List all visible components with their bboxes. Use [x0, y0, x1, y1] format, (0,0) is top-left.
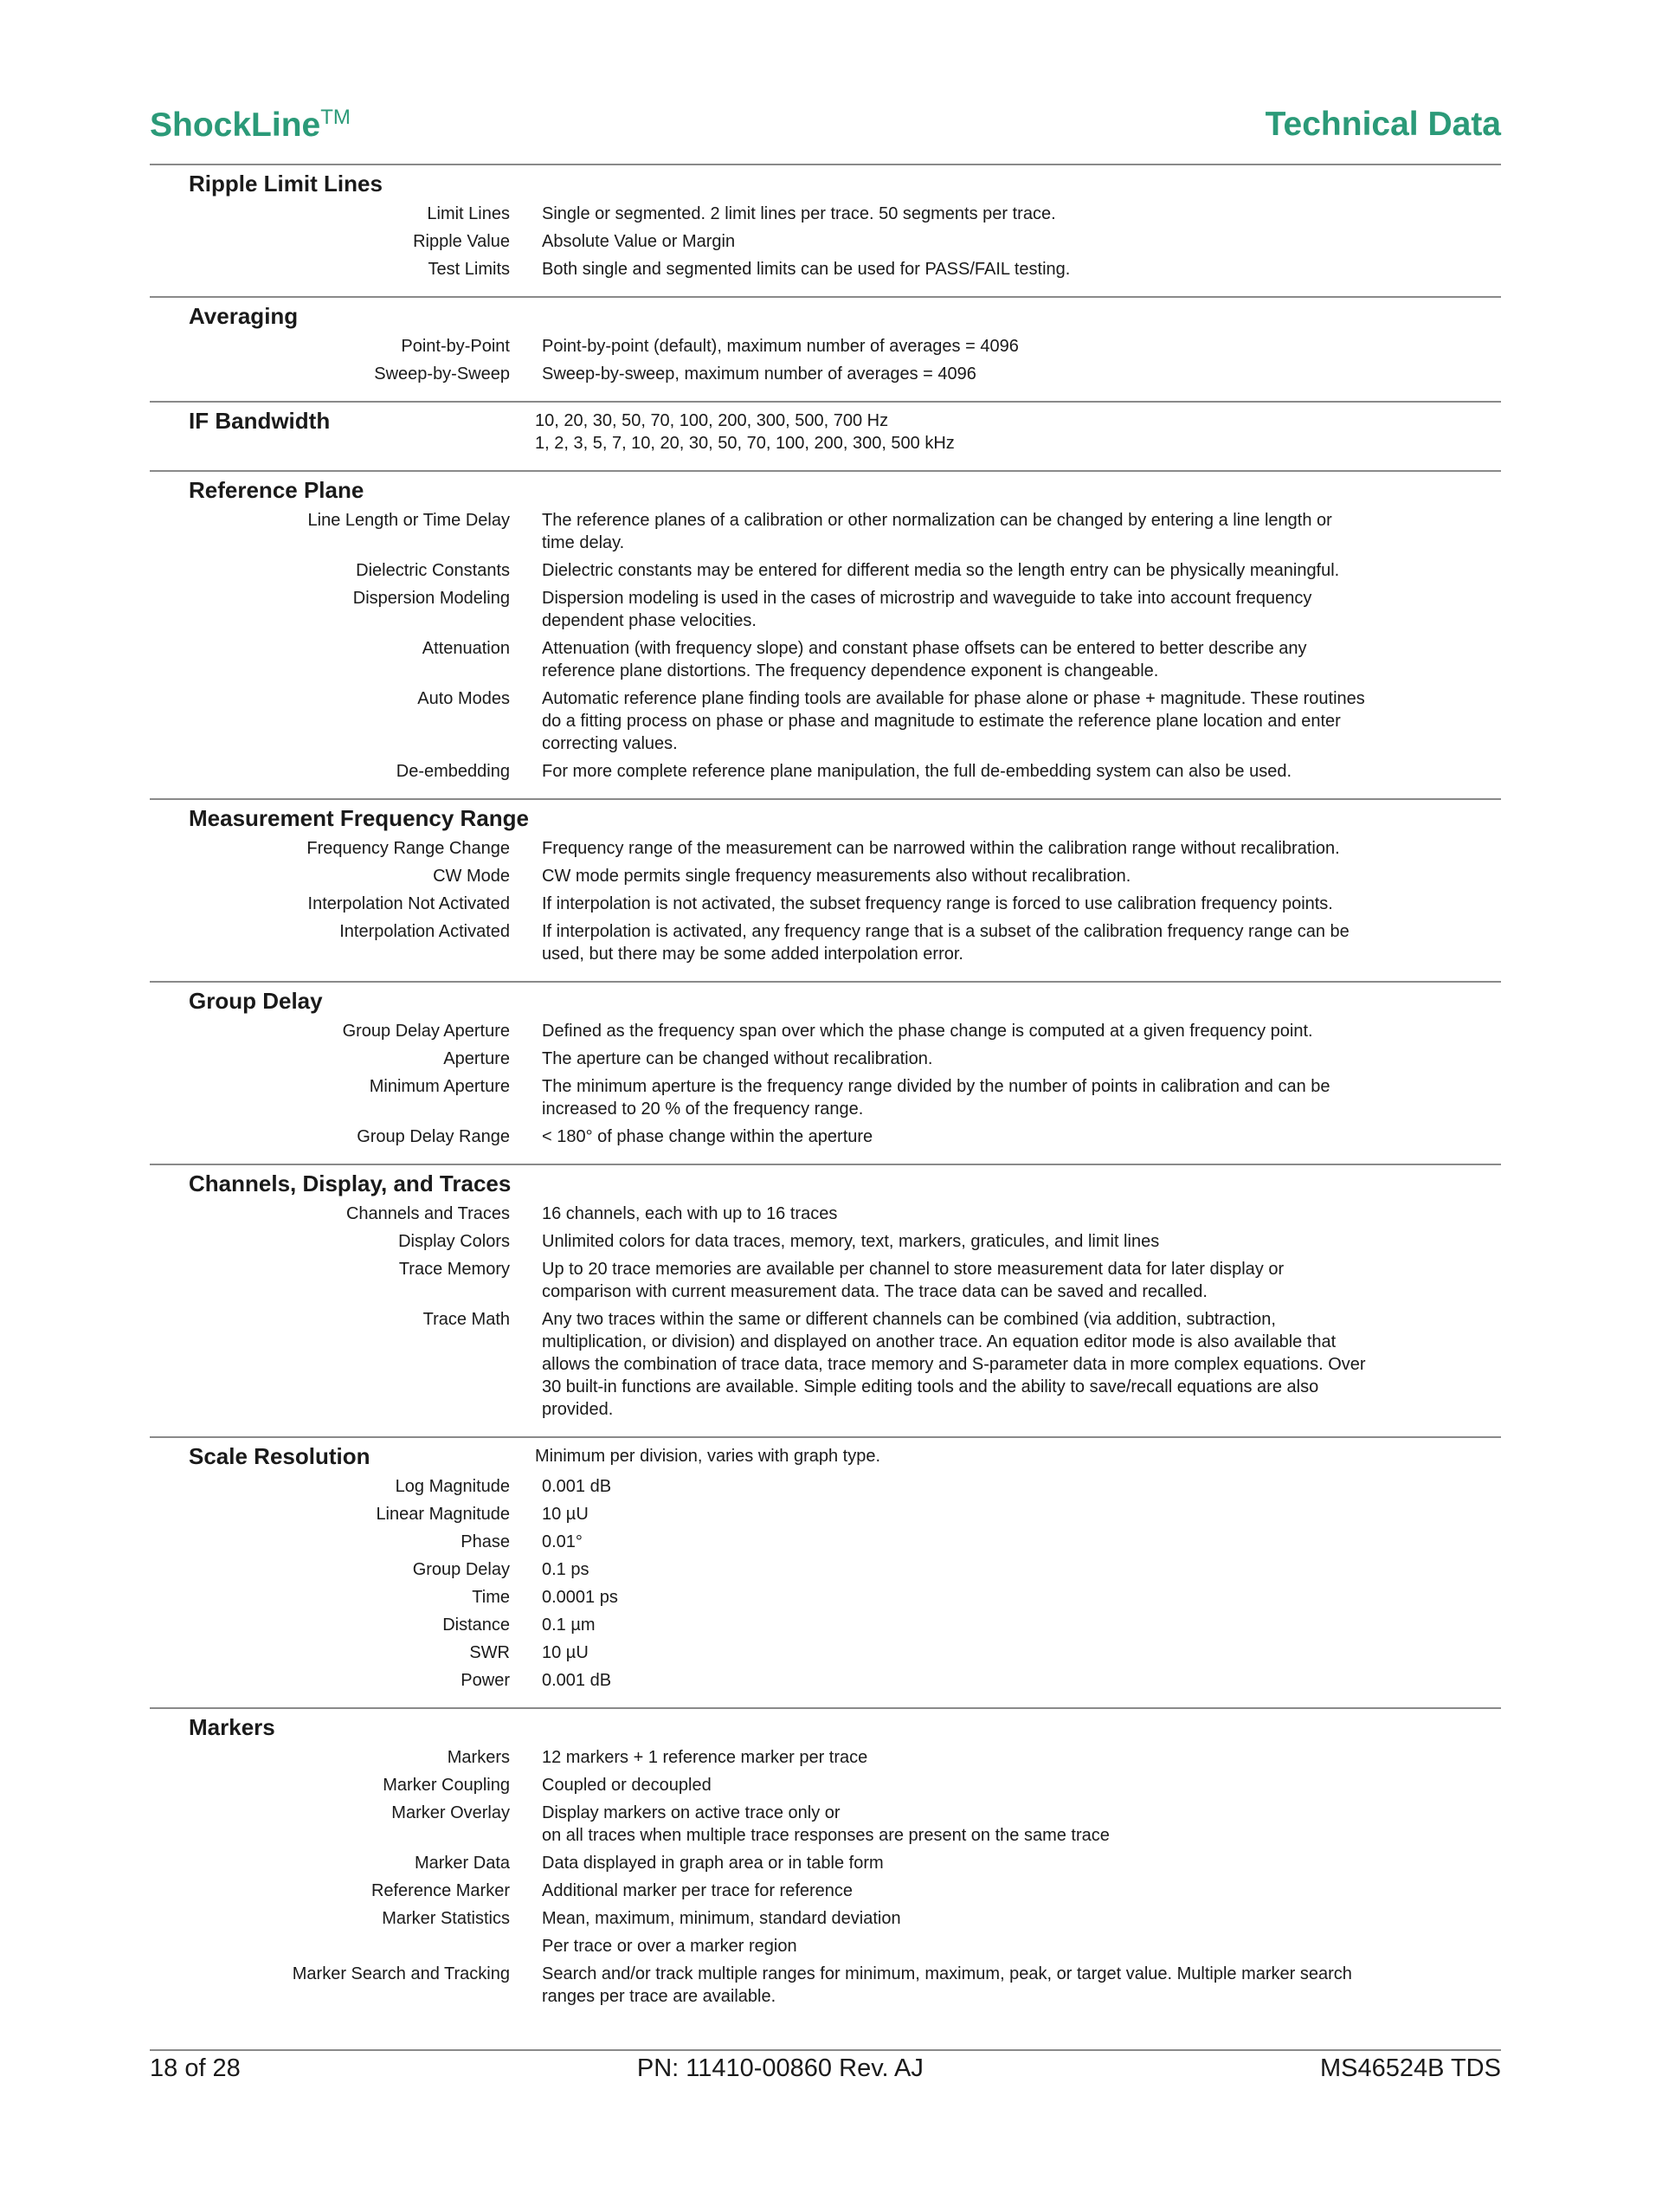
- value-line: Defined as the frequency span over which the phase change is computed at a given frequency point.: [542, 1022, 1313, 1041]
- spec-value: [542, 1230, 1159, 1253]
- spec-label: Point-by-Point: [401, 337, 510, 356]
- spec-label: Channels and Traces: [345, 1204, 510, 1223]
- spec-row: [150, 1641, 1501, 1664]
- spec-value: [542, 335, 1019, 358]
- spec-label: Power: [461, 1671, 510, 1690]
- value-line: 30 built-in functions are available. Simple editing tools and the ability to save/recall equations are also: [542, 1377, 1319, 1396]
- spec-label: Interpolation Not Activated: [307, 894, 510, 913]
- spec-value: [542, 559, 1339, 582]
- section-title: Reference Plane: [189, 477, 364, 503]
- value-line: comparison with current measurement data. The trace data can be saved and recalled.: [542, 1282, 1208, 1301]
- spec-label: Reference Marker: [370, 1881, 510, 1900]
- spec-value: [542, 363, 976, 385]
- spec-row: [150, 1907, 1501, 1930]
- spec-row: [150, 1880, 1501, 1902]
- spec-label: Test Limits: [428, 260, 510, 279]
- spec-row: [150, 865, 1501, 887]
- value-line: Per trace or over a marker region: [542, 1937, 797, 1956]
- value-line: Dielectric constants may be entered for different media so the length entry can be physically meaningful.: [542, 561, 1340, 580]
- spec-label: Group Delay: [412, 1560, 510, 1579]
- value-line: 0.001 dB: [542, 1477, 612, 1496]
- spec-row: [150, 1308, 1501, 1421]
- footer: [150, 2049, 1501, 2083]
- value-line: Additional marker per trace for reference: [542, 1881, 854, 1900]
- section-title: Measurement Frequency Range: [189, 805, 530, 831]
- value-line: 10 µU: [542, 1505, 589, 1524]
- spec-row: [150, 920, 1501, 965]
- spec-row: [150, 1669, 1501, 1692]
- value-line: Data displayed in graph area or in table form: [542, 1854, 884, 1873]
- page-title: Technical Data: [1265, 106, 1501, 143]
- spec-row: [150, 587, 1501, 632]
- spec-row: [150, 258, 1501, 281]
- spec-label: Display Colors: [398, 1232, 510, 1251]
- spec-label: Ripple Value: [413, 232, 510, 251]
- value-line: 10 µU: [542, 1643, 589, 1662]
- value-line: Sweep-by-sweep, maximum number of averages = 4096: [542, 364, 976, 384]
- section-summary: [535, 1442, 880, 1467]
- section-title: Averaging: [189, 303, 299, 329]
- value-line: If interpolation is not activated, the subset frequency range is forced to use calibration frequency points.: [542, 894, 1333, 913]
- section-header: [150, 987, 1501, 1015]
- spec-label: Distance: [442, 1615, 510, 1635]
- summary-line: 1, 2, 3, 5, 7, 10, 20, 30, 50, 70, 100, 200, 300, 500 kHz: [535, 434, 955, 453]
- spec-section: [150, 1436, 1501, 1707]
- spec-section: [150, 1707, 1501, 2023]
- spec-label: Minimum Aperture: [369, 1077, 510, 1096]
- spec-row: [150, 687, 1501, 755]
- spec-value: [542, 1503, 589, 1525]
- value-line: Up to 20 trace memories are available per channel to store measurement data for later display or: [542, 1260, 1285, 1279]
- value-line: do a fitting process on phase or phase and magnitude to estimate the reference plane location and enter: [542, 712, 1341, 731]
- section-title: Ripple Limit Lines: [189, 171, 383, 197]
- value-line: dependent phase velocities.: [542, 611, 757, 630]
- spec-label: Marker Coupling: [383, 1776, 510, 1795]
- spec-label: Time: [472, 1588, 510, 1607]
- spec-value: [542, 258, 1070, 281]
- spec-label: Interpolation Activated: [339, 922, 510, 941]
- spec-value: [542, 920, 1350, 965]
- value-line: Coupled or decoupled: [542, 1776, 712, 1795]
- spec-value: [542, 230, 735, 253]
- section-header: [150, 476, 1501, 504]
- spec-value: [542, 1125, 873, 1148]
- spec-row: [150, 1586, 1501, 1609]
- value-line: CW mode permits single frequency measurements also without recalibration.: [542, 867, 1131, 886]
- spec-label: De-embedding: [396, 762, 510, 781]
- spec-label: SWR: [469, 1643, 510, 1662]
- spec-row: [150, 1774, 1501, 1796]
- spec-label: Trace Math: [422, 1310, 510, 1329]
- spec-value: [542, 1614, 596, 1636]
- value-line: The aperture can be changed without recalibration.: [542, 1049, 933, 1068]
- value-line: correcting values.: [542, 734, 678, 753]
- spec-row: [150, 1802, 1501, 1847]
- spec-label: Aperture: [443, 1049, 510, 1068]
- spec-section: [150, 296, 1501, 401]
- value-line: Dispersion modeling is used in the cases of microstrip and waveguide to take into account frequency: [542, 589, 1312, 608]
- section-header: [150, 1170, 1501, 1197]
- summary-line: 10, 20, 30, 50, 70, 100, 200, 300, 500, 700 Hz: [535, 411, 889, 430]
- spec-row: [150, 1963, 1501, 2008]
- value-line: increased to 20 % of the frequency range.: [542, 1100, 864, 1119]
- spec-label: Line Length or Time Delay: [307, 511, 510, 530]
- spec-label: CW Mode: [433, 867, 510, 886]
- spec-section: [150, 164, 1501, 296]
- spec-table: [150, 164, 1501, 2023]
- spec-row: [150, 637, 1501, 682]
- document-name: MS46524B TDS: [1319, 2054, 1501, 2082]
- spec-row: [150, 1203, 1501, 1225]
- spec-row: [150, 1614, 1501, 1636]
- value-line: 0.01°: [542, 1532, 583, 1551]
- spec-value: [542, 1641, 589, 1664]
- value-line: used, but there may be some added interpolation error.: [542, 945, 963, 964]
- spec-row: [150, 1531, 1501, 1553]
- spec-value: [542, 1852, 884, 1874]
- spec-label: Log Magnitude: [395, 1477, 510, 1496]
- section-summary: [535, 407, 955, 455]
- spec-label: Linear Magnitude: [376, 1505, 510, 1524]
- spec-row: [150, 1125, 1501, 1148]
- spec-row: [150, 1475, 1501, 1498]
- spec-row: [150, 1746, 1501, 1769]
- brand-title: [150, 106, 351, 145]
- spec-value: [542, 1475, 611, 1498]
- spec-label: Group Delay Aperture: [342, 1022, 510, 1041]
- value-line: 16 channels, each with up to 16 traces: [542, 1204, 838, 1223]
- spec-row: [150, 509, 1501, 554]
- spec-label: Trace Memory: [398, 1260, 510, 1279]
- spec-value: [542, 1586, 618, 1609]
- value-line: Single or segmented. 2 limit lines per trace. 50 segments per trace.: [542, 204, 1056, 223]
- value-line: allows the combination of trace data, trace memory and S-parameter data in more complex equations. Over: [542, 1355, 1366, 1374]
- spec-section: [150, 798, 1501, 981]
- value-line: Absolute Value or Margin: [542, 232, 736, 251]
- spec-row: [150, 1935, 1501, 1957]
- spec-value: [542, 1531, 583, 1553]
- spec-section: [150, 401, 1501, 470]
- value-line: Display markers on active trace only or: [542, 1803, 841, 1822]
- section-title: Channels, Display, and Traces: [189, 1170, 512, 1196]
- spec-row: [150, 893, 1501, 915]
- spec-row: [150, 559, 1501, 582]
- value-line: 12 markers + 1 reference marker per trace: [542, 1748, 868, 1767]
- spec-value: [542, 865, 1131, 887]
- value-line: For more complete reference plane manipulation, the full de-embedding system can also be used.: [542, 762, 1292, 781]
- spec-value: [542, 1907, 901, 1930]
- spec-value: [542, 1963, 1352, 2008]
- spec-label: Marker Statistics: [382, 1909, 510, 1928]
- value-line: ranges per trace are available.: [542, 1987, 776, 2006]
- spec-label: Sweep-by-Sweep: [374, 364, 510, 384]
- section-title: Markers: [189, 1714, 275, 1740]
- spec-value: [542, 1802, 1110, 1847]
- spec-value: [542, 760, 1292, 783]
- spec-label: Marker Data: [414, 1854, 510, 1873]
- spec-label: Limit Lines: [427, 204, 510, 223]
- section-header: [150, 302, 1501, 330]
- spec-row: [150, 1503, 1501, 1525]
- spec-row: [150, 363, 1501, 385]
- spec-label: Marker Overlay: [391, 1803, 510, 1822]
- spec-value: [542, 1880, 853, 1902]
- spec-value: [542, 1258, 1284, 1303]
- spec-row: [150, 1558, 1501, 1581]
- value-line: 0.1 ps: [542, 1560, 589, 1579]
- brand-name: ShockLine: [150, 106, 321, 144]
- spec-row: [150, 335, 1501, 358]
- section-header: [150, 804, 1501, 832]
- spec-row: [150, 203, 1501, 225]
- section-header: [150, 170, 1501, 197]
- value-line: < 180° of phase change within the aperture: [542, 1127, 873, 1146]
- spec-row: [150, 230, 1501, 253]
- spec-label: Frequency Range Change: [306, 839, 510, 858]
- value-line: Search and/or track multiple ranges for minimum, maximum, peak, or target value. Multiple marker search: [542, 1964, 1352, 1983]
- spec-label: Dispersion Modeling: [352, 589, 510, 608]
- value-line: 0.001 dB: [542, 1671, 612, 1690]
- value-line: The minimum aperture is the frequency range divided by the number of points in calibration and can be: [542, 1077, 1330, 1096]
- spec-label: Attenuation: [422, 639, 510, 658]
- spec-label: Auto Modes: [417, 689, 510, 708]
- value-line: Mean, maximum, minimum, standard deviation: [542, 1909, 901, 1928]
- spec-value: [542, 1075, 1330, 1120]
- spec-value: [542, 1669, 611, 1692]
- spec-value: [542, 1935, 797, 1957]
- spec-row: [150, 1852, 1501, 1874]
- spec-value: [542, 203, 1056, 225]
- spec-row: [150, 1230, 1501, 1253]
- spec-label: Group Delay Range: [357, 1127, 510, 1146]
- spec-label: [150, 1935, 542, 1957]
- part-number: PN: 11410-00860 Rev. AJ: [636, 2054, 924, 2082]
- section-title: IF Bandwidth: [189, 408, 331, 434]
- value-line: 0.0001 ps: [542, 1588, 618, 1607]
- value-line: Attenuation (with frequency slope) and constant phase offsets can be entered to better describe any: [542, 639, 1307, 658]
- spec-label: Dielectric Constants: [356, 561, 510, 580]
- spec-value: [542, 687, 1365, 755]
- spec-section: [150, 981, 1501, 1164]
- spec-label: Marker Search and Tracking: [292, 1964, 510, 1983]
- value-line: Both single and segmented limits can be used for PASS/FAIL testing.: [542, 260, 1071, 279]
- value-line: The reference planes of a calibration or other normalization can be changed by entering a line length or: [542, 511, 1332, 530]
- value-line: reference plane distortions. The frequency dependence exponent is changeable.: [542, 661, 1159, 680]
- value-line: provided.: [542, 1400, 614, 1419]
- spec-label: Phase: [461, 1532, 510, 1551]
- spec-section: [150, 1164, 1501, 1436]
- spec-value: [542, 509, 1332, 554]
- spec-value: [542, 837, 1340, 860]
- value-line: If interpolation is activated, any frequency range that is a subset of the calibration frequency range can be: [542, 922, 1350, 941]
- value-line: Unlimited colors for data traces, memory, text, markers, graticules, and limit lines: [542, 1232, 1160, 1251]
- value-line: time delay.: [542, 533, 625, 552]
- spec-row: [150, 837, 1501, 860]
- section-header: [150, 1442, 1501, 1470]
- value-line: Frequency range of the measurement can be narrowed within the calibration range without recalibration.: [542, 839, 1340, 858]
- value-line: Any two traces within the same or different channels can be combined (via addition, subtraction,: [542, 1310, 1276, 1329]
- spec-row: [150, 1020, 1501, 1042]
- spec-value: [542, 637, 1307, 682]
- section-title: Group Delay: [189, 988, 323, 1014]
- value-line: multiplication, or division) and displayed on another trace. An equation editor mode is also available that: [542, 1332, 1337, 1351]
- spec-value: [542, 1020, 1313, 1042]
- value-line: on all traces when multiple trace responses are present on the same trace: [542, 1826, 1110, 1845]
- spec-value: [542, 1048, 932, 1070]
- page-number: 18 of 28: [150, 2054, 241, 2082]
- value-line: Automatic reference plane finding tools are available for phase alone or phase + magnitude. These routines: [542, 689, 1365, 708]
- spec-label: Markers: [447, 1748, 510, 1767]
- value-line: Point-by-point (default), maximum number of averages = 4096: [542, 337, 1019, 356]
- spec-value: [542, 1308, 1366, 1421]
- spec-row: [150, 760, 1501, 783]
- spec-row: [150, 1048, 1501, 1070]
- section-title: Scale Resolution: [189, 1443, 370, 1469]
- spec-value: [542, 1203, 837, 1225]
- spec-row: [150, 1258, 1501, 1303]
- spec-value: [542, 893, 1333, 915]
- spec-row: [150, 1075, 1501, 1120]
- value-line: 0.1 µm: [542, 1615, 596, 1635]
- spec-value: [542, 1558, 589, 1581]
- spec-value: [542, 1774, 712, 1796]
- trademark: TM: [320, 106, 351, 129]
- section-header: [150, 1713, 1501, 1741]
- summary-line: Minimum per division, varies with graph type.: [535, 1447, 881, 1466]
- spec-value: [542, 1746, 867, 1769]
- spec-value: [542, 587, 1311, 632]
- spec-section: [150, 470, 1501, 798]
- section-header: [150, 407, 1501, 455]
